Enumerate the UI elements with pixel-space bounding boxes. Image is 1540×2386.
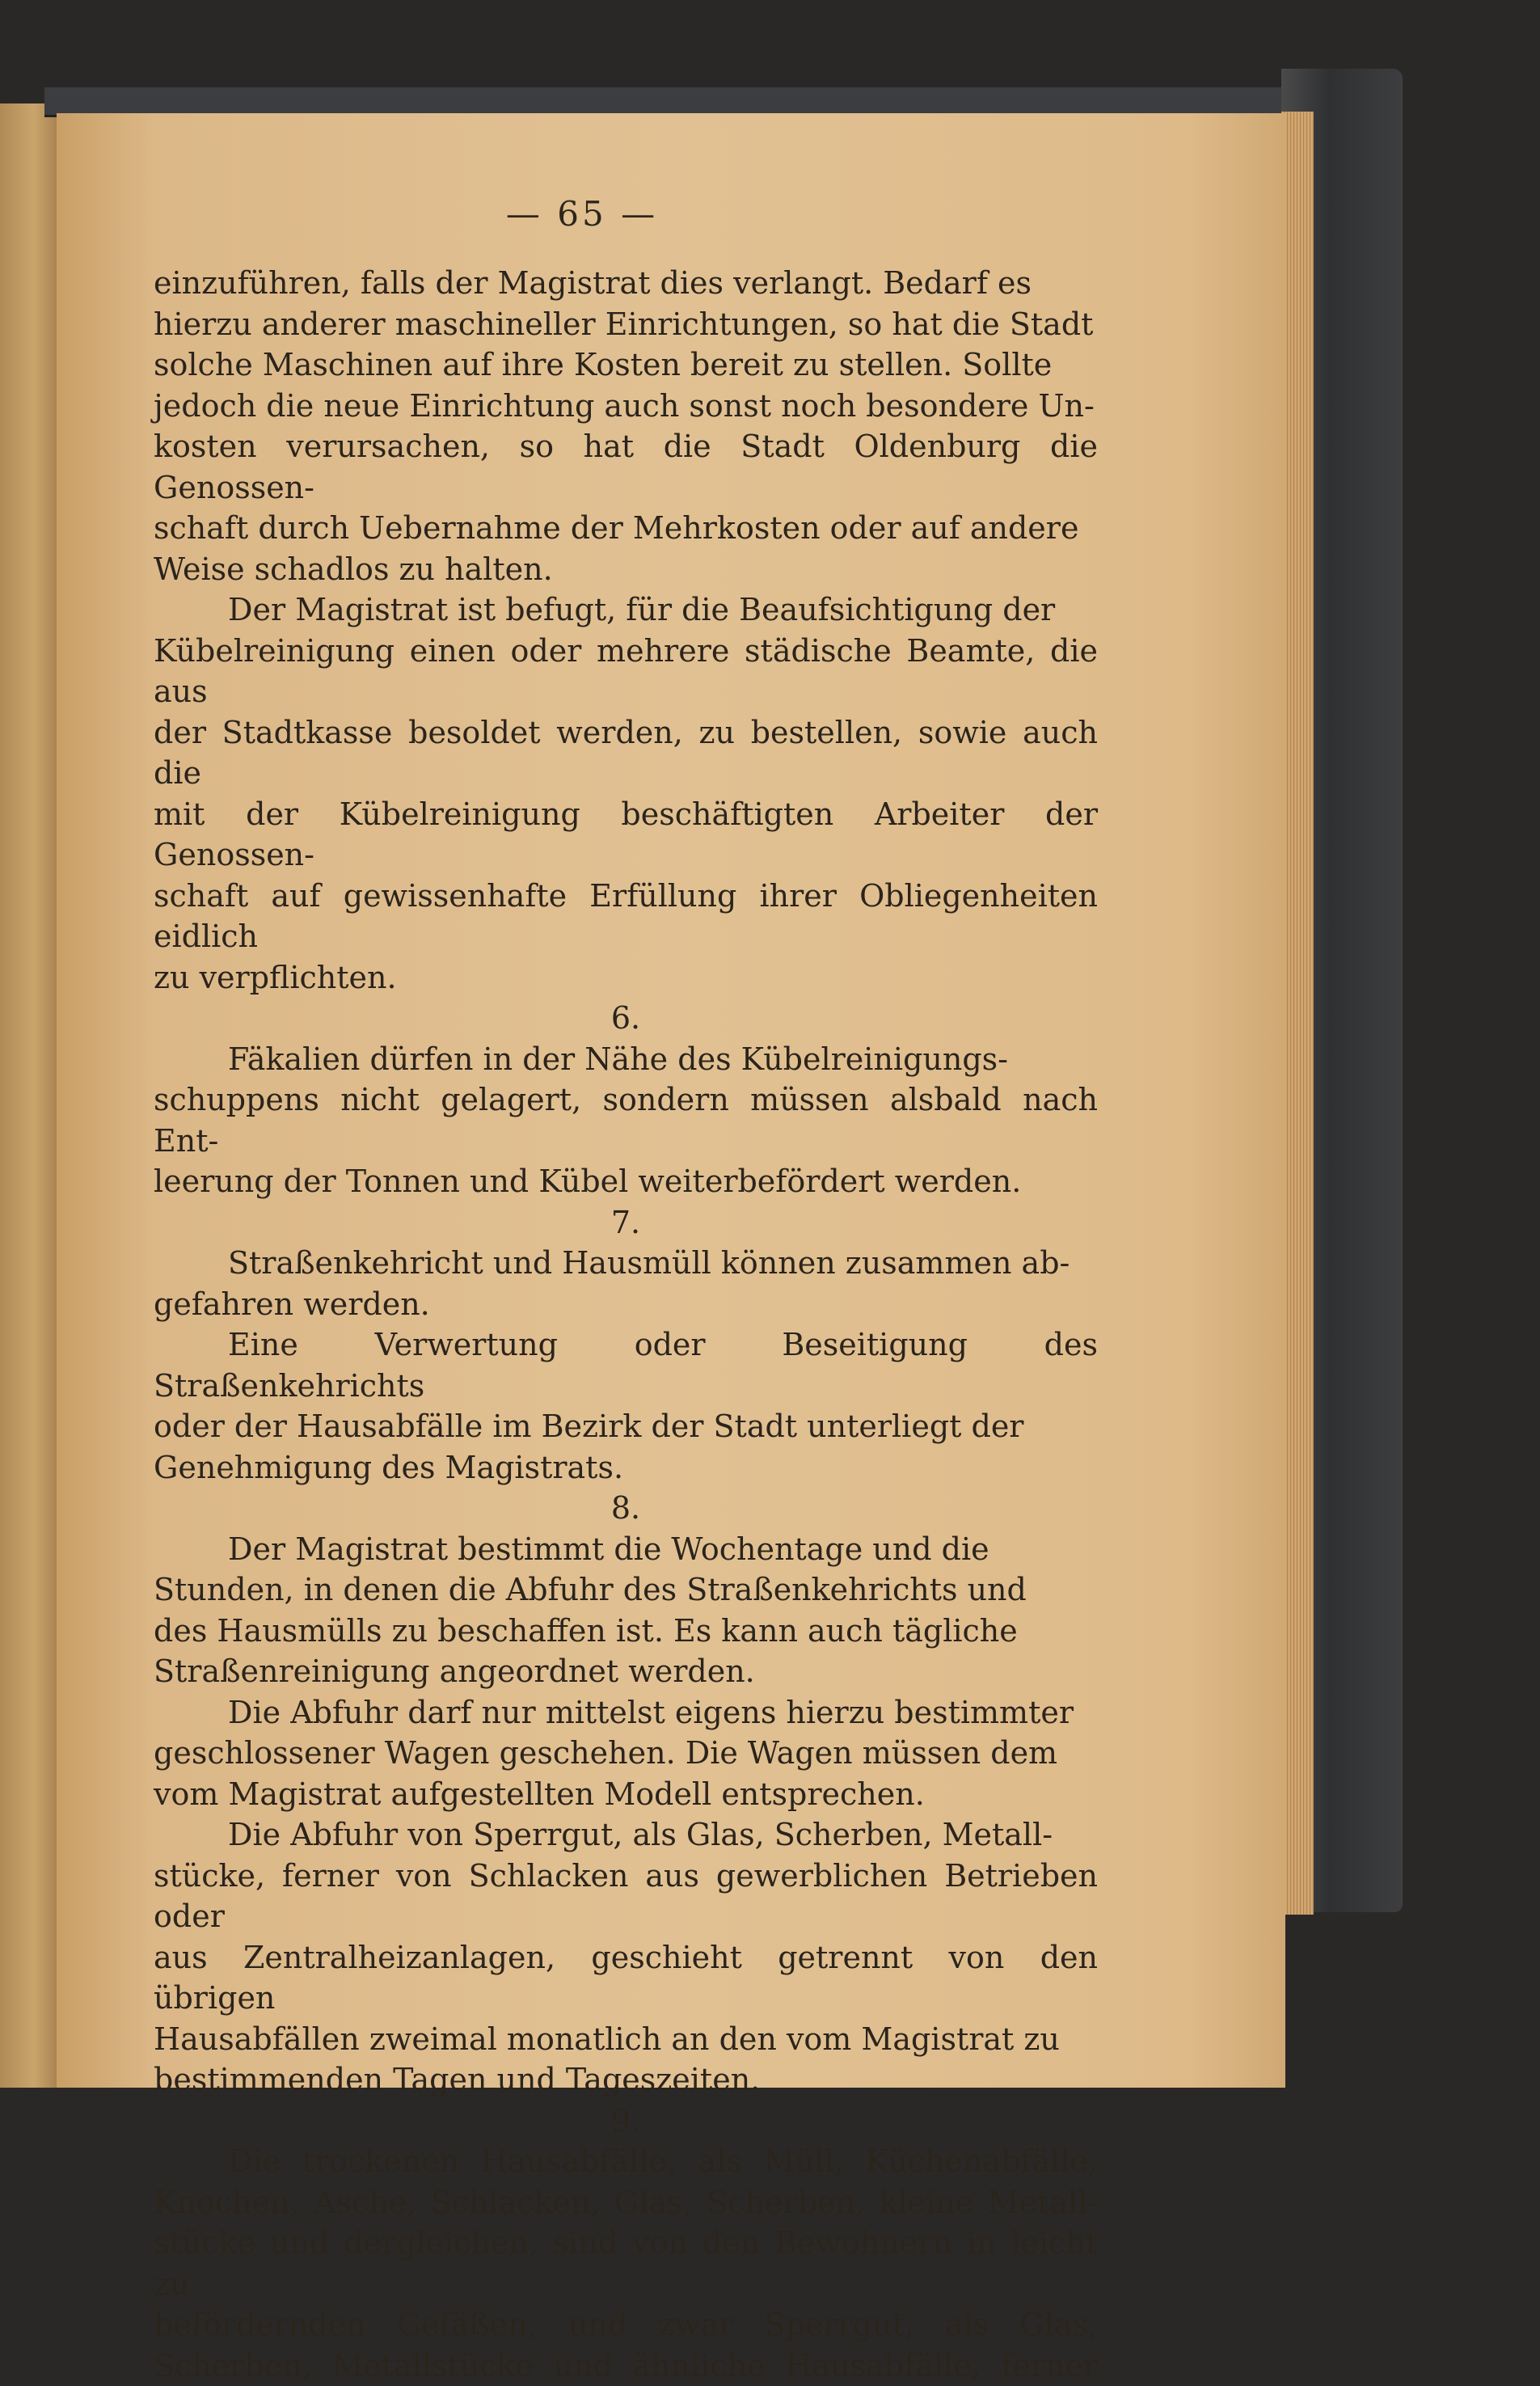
text-line: kosten verursachen, so hat die Stadt Oldenburg die Genossen- [154, 426, 1098, 508]
text-line: Knochen, Asche, Schlacken, Glas, Scherben, kleine Metall- [154, 2182, 1098, 2223]
left-page-edge [0, 103, 57, 2088]
paragraph [154, 1243, 1098, 1324]
text-line: zu verpflichten. [154, 957, 1098, 999]
section-number: 9. [154, 2101, 1098, 2142]
text-line: mit der Kübelreinigung beschäftigten Arbeiter der Genossen- [154, 794, 1098, 876]
text-line: Stunden, in denen die Abfuhr des Straßenkehrichts und [154, 1569, 1098, 1611]
paragraph [154, 589, 1098, 998]
text-line: stücke und dergleichen, sind von den Bewohnern in leicht zu [154, 2223, 1098, 2304]
paragraph [154, 1692, 1098, 1815]
text-line: gefahren werden. [154, 1284, 1098, 1325]
text-line: jedoch die neue Einrichtung auch sonst noch besondere Un- [154, 386, 1098, 427]
text-line: der Stadtkasse besoldet werden, zu bestellen, sowie auch die [154, 712, 1098, 794]
text-line: schaft durch Uebernahme der Mehrkosten oder auf andere [154, 508, 1098, 549]
section-number: 7. [154, 1202, 1098, 1244]
text-line: solche Maschinen auf ihre Kosten bereit zu stellen. Sollte [154, 344, 1098, 386]
text-line: leerung der Tonnen und Kübel weiterbefördert werden. [154, 1161, 1098, 1202]
text-line: Kübelreinigung einen oder mehrere städische Beamte, die aus [154, 631, 1098, 712]
text-line: schuppens nicht gelagert, sondern müssen alsbald nach Ent- [154, 1079, 1098, 1161]
page-number: — 65 — [57, 194, 1108, 234]
text-line: Hausabfällen zweimal monatlich an den vom Magistrat zu [154, 2019, 1098, 2060]
text-line: einzuführen, falls der Magistrat dies verlangt. Bedarf es [154, 263, 1098, 304]
text-line: aus Zentralheizanlagen, geschieht getrennt von den übrigen [154, 1937, 1098, 2019]
text-line: Scherben, Metallstücke und ähnliche Hausabfälle, ferner [154, 2346, 1098, 2386]
text-line: befördernden Gefäßen, und zwar Sperrgut, als Glas, [154, 2304, 1098, 2346]
text-line: vom Magistrat aufgestellten Modell entsprechen. [154, 1774, 1098, 1815]
text-line: schaft auf gewissenhafte Erfüllung ihrer Obliegenheiten eidlich [154, 876, 1098, 957]
text-line: bestimmenden Tagen und Tageszeiten. [154, 2059, 1098, 2101]
paragraph [154, 263, 1098, 589]
text-line: Der Magistrat ist befugt, für die Beaufsichtigung der [154, 589, 1098, 631]
text-line: Weise schadlos zu halten. [154, 549, 1098, 590]
section-number: 8. [154, 1488, 1098, 1529]
paragraph [154, 1529, 1098, 1692]
text-line: stücke, ferner von Schlacken aus gewerblichen Betrieben oder [154, 1856, 1098, 1937]
text-line: des Hausmülls zu beschaffen ist. Es kann auch tägliche [154, 1611, 1098, 1652]
text-line: Straßenreinigung angeordnet werden. [154, 1651, 1098, 1692]
text-line: hierzu anderer maschineller Einrichtungen, so hat die Stadt [154, 304, 1098, 345]
paragraph [154, 1324, 1098, 1488]
text-line: geschlossener Wagen geschehen. Die Wagen müssen dem [154, 1733, 1098, 1774]
page-text [154, 263, 1098, 2386]
text-line: Die trockenen Hausabfälle, als Müll, Küchenabfälle, [154, 2141, 1098, 2182]
text-line: oder der Hausabfälle im Bezirk der Stadt unterliegt der [154, 1406, 1098, 1447]
paragraph [154, 1039, 1098, 1202]
text-line: Die Abfuhr darf nur mittelst eigens hierzu bestimmter [154, 1692, 1098, 1734]
paragraph [154, 1814, 1098, 2101]
text-line: Fäkalien dürfen in der Nähe des Kübelreinigungs- [154, 1039, 1098, 1080]
paragraph [154, 2141, 1098, 2386]
text-line: Eine Verwertung oder Beseitigung des Straßenkehrichts [154, 1324, 1098, 1406]
section-number: 6. [154, 998, 1098, 1039]
text-line: Der Magistrat bestimmt die Wochentage und die [154, 1529, 1098, 1570]
text-line: Straßenkehricht und Hausmüll können zusammen ab- [154, 1243, 1098, 1284]
text-line: Die Abfuhr von Sperrgut, als Glas, Scherben, Metall- [154, 1814, 1098, 1856]
book-page [57, 113, 1285, 2088]
text-line: Genehmigung des Magistrats. [154, 1447, 1098, 1489]
page-edges [1281, 112, 1314, 1915]
